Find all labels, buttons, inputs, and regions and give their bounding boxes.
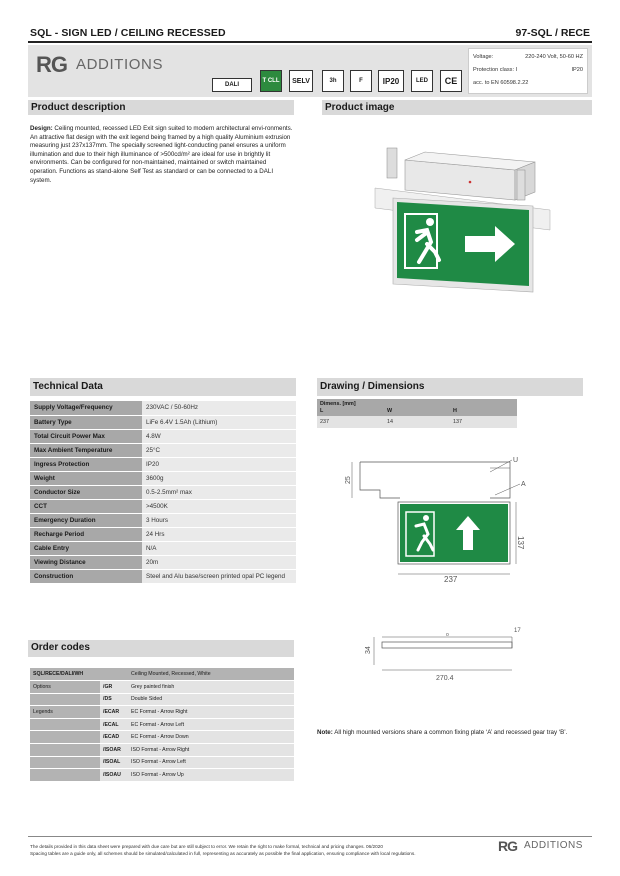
dali-icon-label: DALI [225,82,239,88]
order-code-c2: /ECAR [100,706,128,719]
tech-row [30,555,296,569]
spec-label: Voltage: [473,54,494,60]
fire-icon-label: F [359,78,363,84]
dim-header-h: H [453,408,457,414]
tech-value: 25°C [142,443,296,457]
order-code-c1 [30,769,100,782]
sensor-icon-label: 3h [329,78,337,84]
document-title: SQL - SIGN LED / CEILING RECESSED [30,27,226,39]
svg-text:o: o [446,632,449,638]
tech-key: Conductor Size [30,485,142,499]
note-body: All high mounted versions share a common fixing plate ‘A’ and recessed gear tray ‘B’. [332,729,568,736]
order-code-c3: ISO Format - Arrow Right [128,744,294,757]
tech-row [30,443,296,457]
order-code-row [30,769,294,782]
tech-value: Steel and Alu base/screen printed opal PC legend [142,569,296,583]
tech-key: Construction [30,569,142,583]
section-technical-data: Technical Data [30,378,296,396]
drawing-label-top-right: 17 [514,628,521,634]
maintained-icon-label: LED [416,78,428,84]
tech-key: Max Ambient Temperature [30,443,142,457]
order-code-c3: EC Format - Arrow Down [128,731,294,744]
tech-value: 3600g [142,471,296,485]
order-code-row [30,693,294,706]
dali-icon [212,78,252,92]
order-code-c1: SQL/RECE/DALI/WH [30,668,100,681]
order-code-row [30,681,294,694]
product-image [365,140,555,300]
selv-icon-label: SELV [292,77,310,85]
drawing-label-a: U [513,457,519,464]
order-code-row [30,731,294,744]
tech-row [30,471,296,485]
tech-row [30,527,296,541]
tech-key: Weight [30,471,142,485]
order-code-c3: Grey painted finish [128,681,294,694]
maintained-icon [411,70,433,92]
tech-row [30,499,296,513]
tech-row [30,457,296,471]
spec-row [473,79,583,92]
footer-disclaimer [30,843,500,857]
tech-row [30,415,296,429]
tech-value: 24 Hrs [142,527,296,541]
spec-box [468,48,588,94]
tech-value: 20m [142,555,296,569]
ce-icon-label: CE [444,76,458,86]
top-drawing [362,620,532,690]
order-code-c1 [30,693,100,706]
dim-header-l: L [320,408,324,414]
order-code-row [30,744,294,757]
spec-label: Protection class: I [473,67,518,73]
order-code-c3: Ceiling Mounted, Recessed, White [128,668,294,681]
tech-row [30,485,296,499]
dim-value-l: 237 [320,419,329,425]
section-order-codes: Order codes [28,640,294,657]
order-code-c3: Double Sided [128,693,294,706]
footer-logo-additions: ADDITIONS [524,840,583,851]
drawing-label-b: A [521,481,526,488]
order-code-row [30,706,294,719]
tech-key: Total Circuit Power Max [30,429,142,443]
tech-value: 3 Hours [142,513,296,527]
ip20-icon [378,70,404,92]
tech-row [30,513,296,527]
tech-row [30,569,296,583]
dimensions-table [317,399,517,428]
order-code-c3: ISO Format - Arrow Left [128,756,294,769]
section-product-description: Product description [28,100,294,115]
order-code-c2: /ISOAU [100,769,128,782]
tech-value: >4500K [142,499,296,513]
footer-logo-rg: RG [498,838,517,854]
brand-logo-additions: ADDITIONS [76,56,164,73]
brand-logo-rg: RG [36,52,67,77]
order-code-c3: EC Format - Arrow Left [128,718,294,731]
order-code-c2: /ISOAL [100,756,128,769]
tech-value: 0.5-2.5mm² max [142,485,296,499]
order-code-c1 [30,744,100,757]
footer-line-1: The details provided in this data sheet were prepared with due care but are still subject to error. We retain the right to make formal, technical and pricing changes. 06/2020 [30,844,383,849]
drawing-label-width: 237 [444,575,458,584]
order-code-row [30,756,294,769]
tech-value: LiFe 6.4V 1.5Ah (Lithium) [142,415,296,429]
order-code-c2: /GR [100,681,128,694]
product-code: 97-SQL / RECE [515,27,590,39]
fire-icon [350,70,372,92]
footer-divider [28,836,592,837]
dimensions-title: Dimens. [mm] [320,401,356,407]
sensor-icon [322,70,344,92]
footer-line-2: Spacing tables are a guide only, all schemes should be simulated/calculated in full, representing as accurately as possible the final application, ensuring compliance with local regulations. [30,851,416,856]
product-description-text [30,125,295,185]
order-code-c2: /DS [100,693,128,706]
test-icon-label: T CLL [262,78,280,84]
tech-row [30,401,296,415]
selv-icon [289,70,313,92]
tech-key: Recharge Period [30,527,142,541]
dim-value-w: 14 [387,419,393,425]
title-divider [28,41,592,43]
front-drawing [340,450,550,595]
tech-row [30,429,296,443]
ip20-icon-label: IP20 [382,76,400,86]
order-code-c1 [30,718,100,731]
order-code-c2 [100,668,128,681]
tech-key: CCT [30,499,142,513]
tech-value: N/A [142,541,296,555]
spec-value: IP20 [571,67,583,73]
section-drawing-dimensions: Drawing / Dimensions [317,378,583,396]
spec-row [473,53,583,66]
dim-header-w: W [387,408,393,414]
note-lead: Note: [317,729,333,736]
tech-key: Supply Voltage/Frequency [30,401,142,415]
technical-data-table [30,401,296,584]
dimensions-header [317,399,517,416]
tech-key: Cable Entry [30,541,142,555]
tech-key: Battery Type [30,415,142,429]
order-code-c1: Options [30,681,100,694]
spec-value: 220-240 Volt, 50-60 HZ [525,54,583,60]
spec-row [473,66,583,79]
order-code-c3: EC Format - Arrow Right [128,706,294,719]
order-code-row [30,668,294,681]
order-code-c2: /ISOAR [100,744,128,757]
order-code-c3: ISO Format - Arrow Up [128,769,294,782]
drawing-label-top-width: 270.4 [436,675,454,682]
ce-icon [440,70,462,92]
order-code-c2: /ECAL [100,718,128,731]
tech-row [30,541,296,555]
description-body: Ceiling mounted, recessed LED Exit sign suited to modern architectural envi-ronments. An attractive flat design with the exit legend being framed by a high quality Aluminium extrusion measuring just 237x137mm. The specially screened light-conducting panel ensures a uniform illumination and due to their high illuminance of >500cd/m² are ideal for use in brightly lit environments. Can be configured for non-maintained, maintained or switch maintained operation. Functions as stand-alone Self Test as standard or can be connected to a DALI system. [30,125,293,184]
order-code-c1 [30,756,100,769]
dimensions-row [317,416,517,428]
order-code-row [30,718,294,731]
note-text [317,729,567,736]
order-code-c1 [30,731,100,744]
drawing-label-side: 25 [345,476,352,484]
order-code-c2: /ECAD [100,731,128,744]
order-codes-table [30,668,294,782]
description-lead: Design: [30,125,53,132]
section-product-image: Product image [322,100,592,115]
test-icon [260,70,282,92]
tech-key: Viewing Distance [30,555,142,569]
dim-value-h: 137 [453,419,462,425]
drawing-label-height: 137 [516,536,525,550]
tech-key: Emergency Duration [30,513,142,527]
drawing-label-top-left: 34 [365,646,372,654]
order-code-c1: Legends [30,706,100,719]
tech-key: Ingress Protection [30,457,142,471]
tech-value: 230VAC / 50-60Hz [142,401,296,415]
tech-value: IP20 [142,457,296,471]
spec-label: acc. to EN 60598.2.22 [473,80,529,86]
tech-value: 4.8W [142,429,296,443]
